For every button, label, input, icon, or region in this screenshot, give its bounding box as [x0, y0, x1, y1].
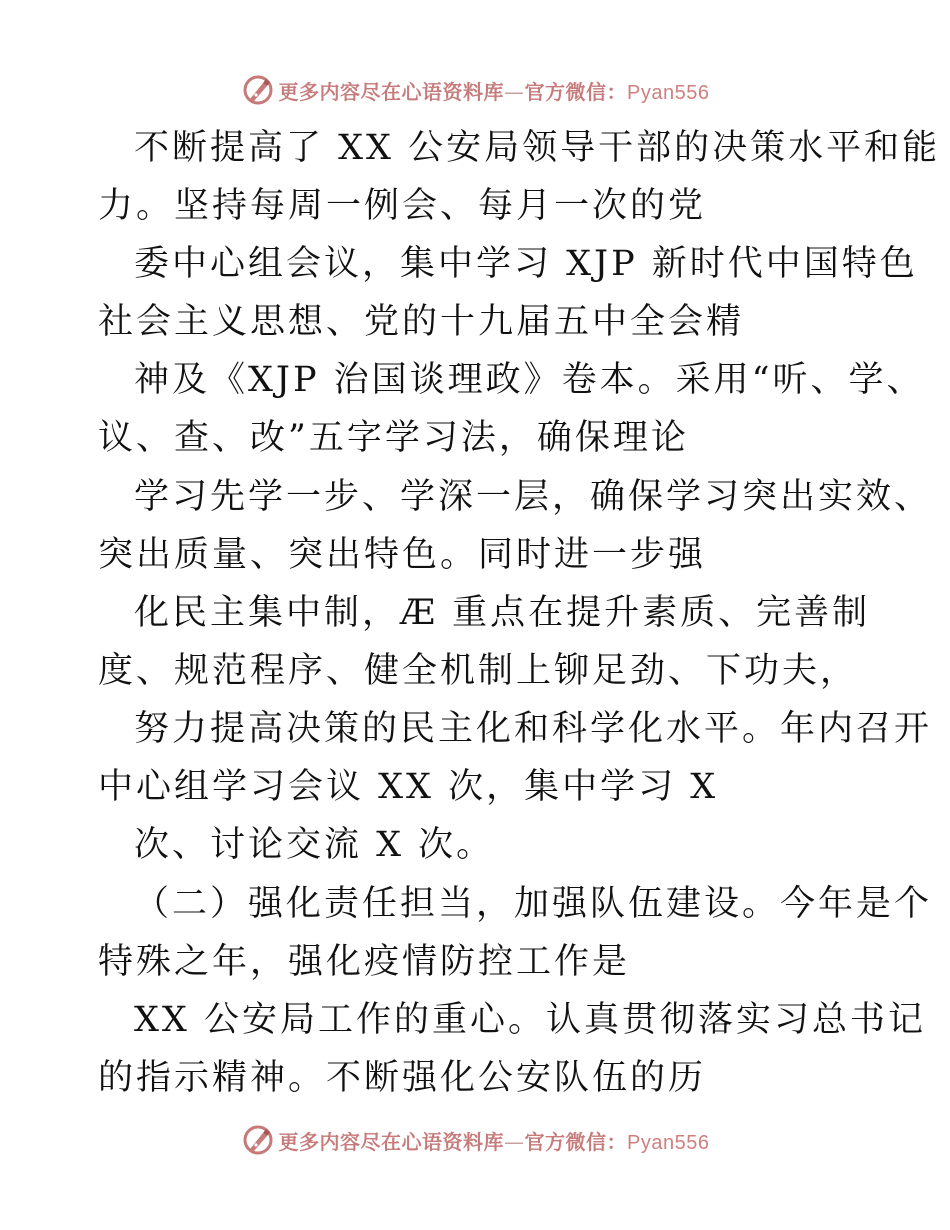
footer-watermark	[0, 1120, 950, 1160]
text-line: 社会主义思想、党的十九届五中全会精	[98, 302, 745, 342]
watermark-channel-text: 官方微信：	[524, 79, 628, 104]
text-line: 化民主集中制，Æ 重点在提升素质、完善制	[134, 593, 871, 633]
text-line: 努力提高决策的民主化和科学化水平。年内召开	[134, 709, 933, 749]
text-line: XX 公安局工作的重心。认真贯彻落实习总书记	[134, 1000, 926, 1040]
text-line: 力。坚持每周一例会、每月一次的党	[98, 186, 707, 226]
section-heading-line: （二）强化责任担当，加强队伍建设。今年是个	[134, 884, 933, 924]
text-line: 议、查、改”五字学习法，确保理论	[98, 418, 689, 458]
text-line: 突出质量、突出特色。同时进一步强	[98, 535, 707, 575]
text-line: 次、讨论交流 X 次。	[134, 825, 495, 865]
text-line: 学习先学一步、学深一层，确保学习突出实效、	[134, 477, 933, 517]
text-line: 委中心组会议，集中学习 XJP 新时代中国特色	[134, 244, 918, 284]
watermark-channel-text: 官方微信：	[524, 1129, 628, 1154]
watermark-account-id: Pyan556	[627, 1131, 710, 1154]
watermark-main-text: 更多内容尽在心语资料库	[278, 79, 505, 104]
watermark-account-id: Pyan556	[627, 81, 710, 104]
pen-nib-logo-icon	[241, 1123, 275, 1157]
watermark-separator: —	[504, 79, 525, 104]
watermark-main-text: 更多内容尽在心语资料库	[278, 1129, 505, 1154]
watermark-separator: —	[504, 1129, 525, 1154]
text-line: 的指示精神。不断强化公安队伍的历	[98, 1058, 707, 1098]
text-line: 不断提高了 XX 公安局领导干部的决策水平和能	[134, 128, 941, 168]
watermark-text	[279, 1126, 710, 1155]
text-line: 中心组学习会议 XX 次，集中学习 X	[98, 767, 719, 807]
text-line: 特殊之年，强化疫情防控工作是	[98, 942, 631, 982]
text-line: 神及《XJP 治国谈理政》卷本。采用“听、学、	[134, 360, 925, 400]
text-line: 度、规范程序、健全机制上铆足劲、下功夫，	[98, 651, 859, 691]
